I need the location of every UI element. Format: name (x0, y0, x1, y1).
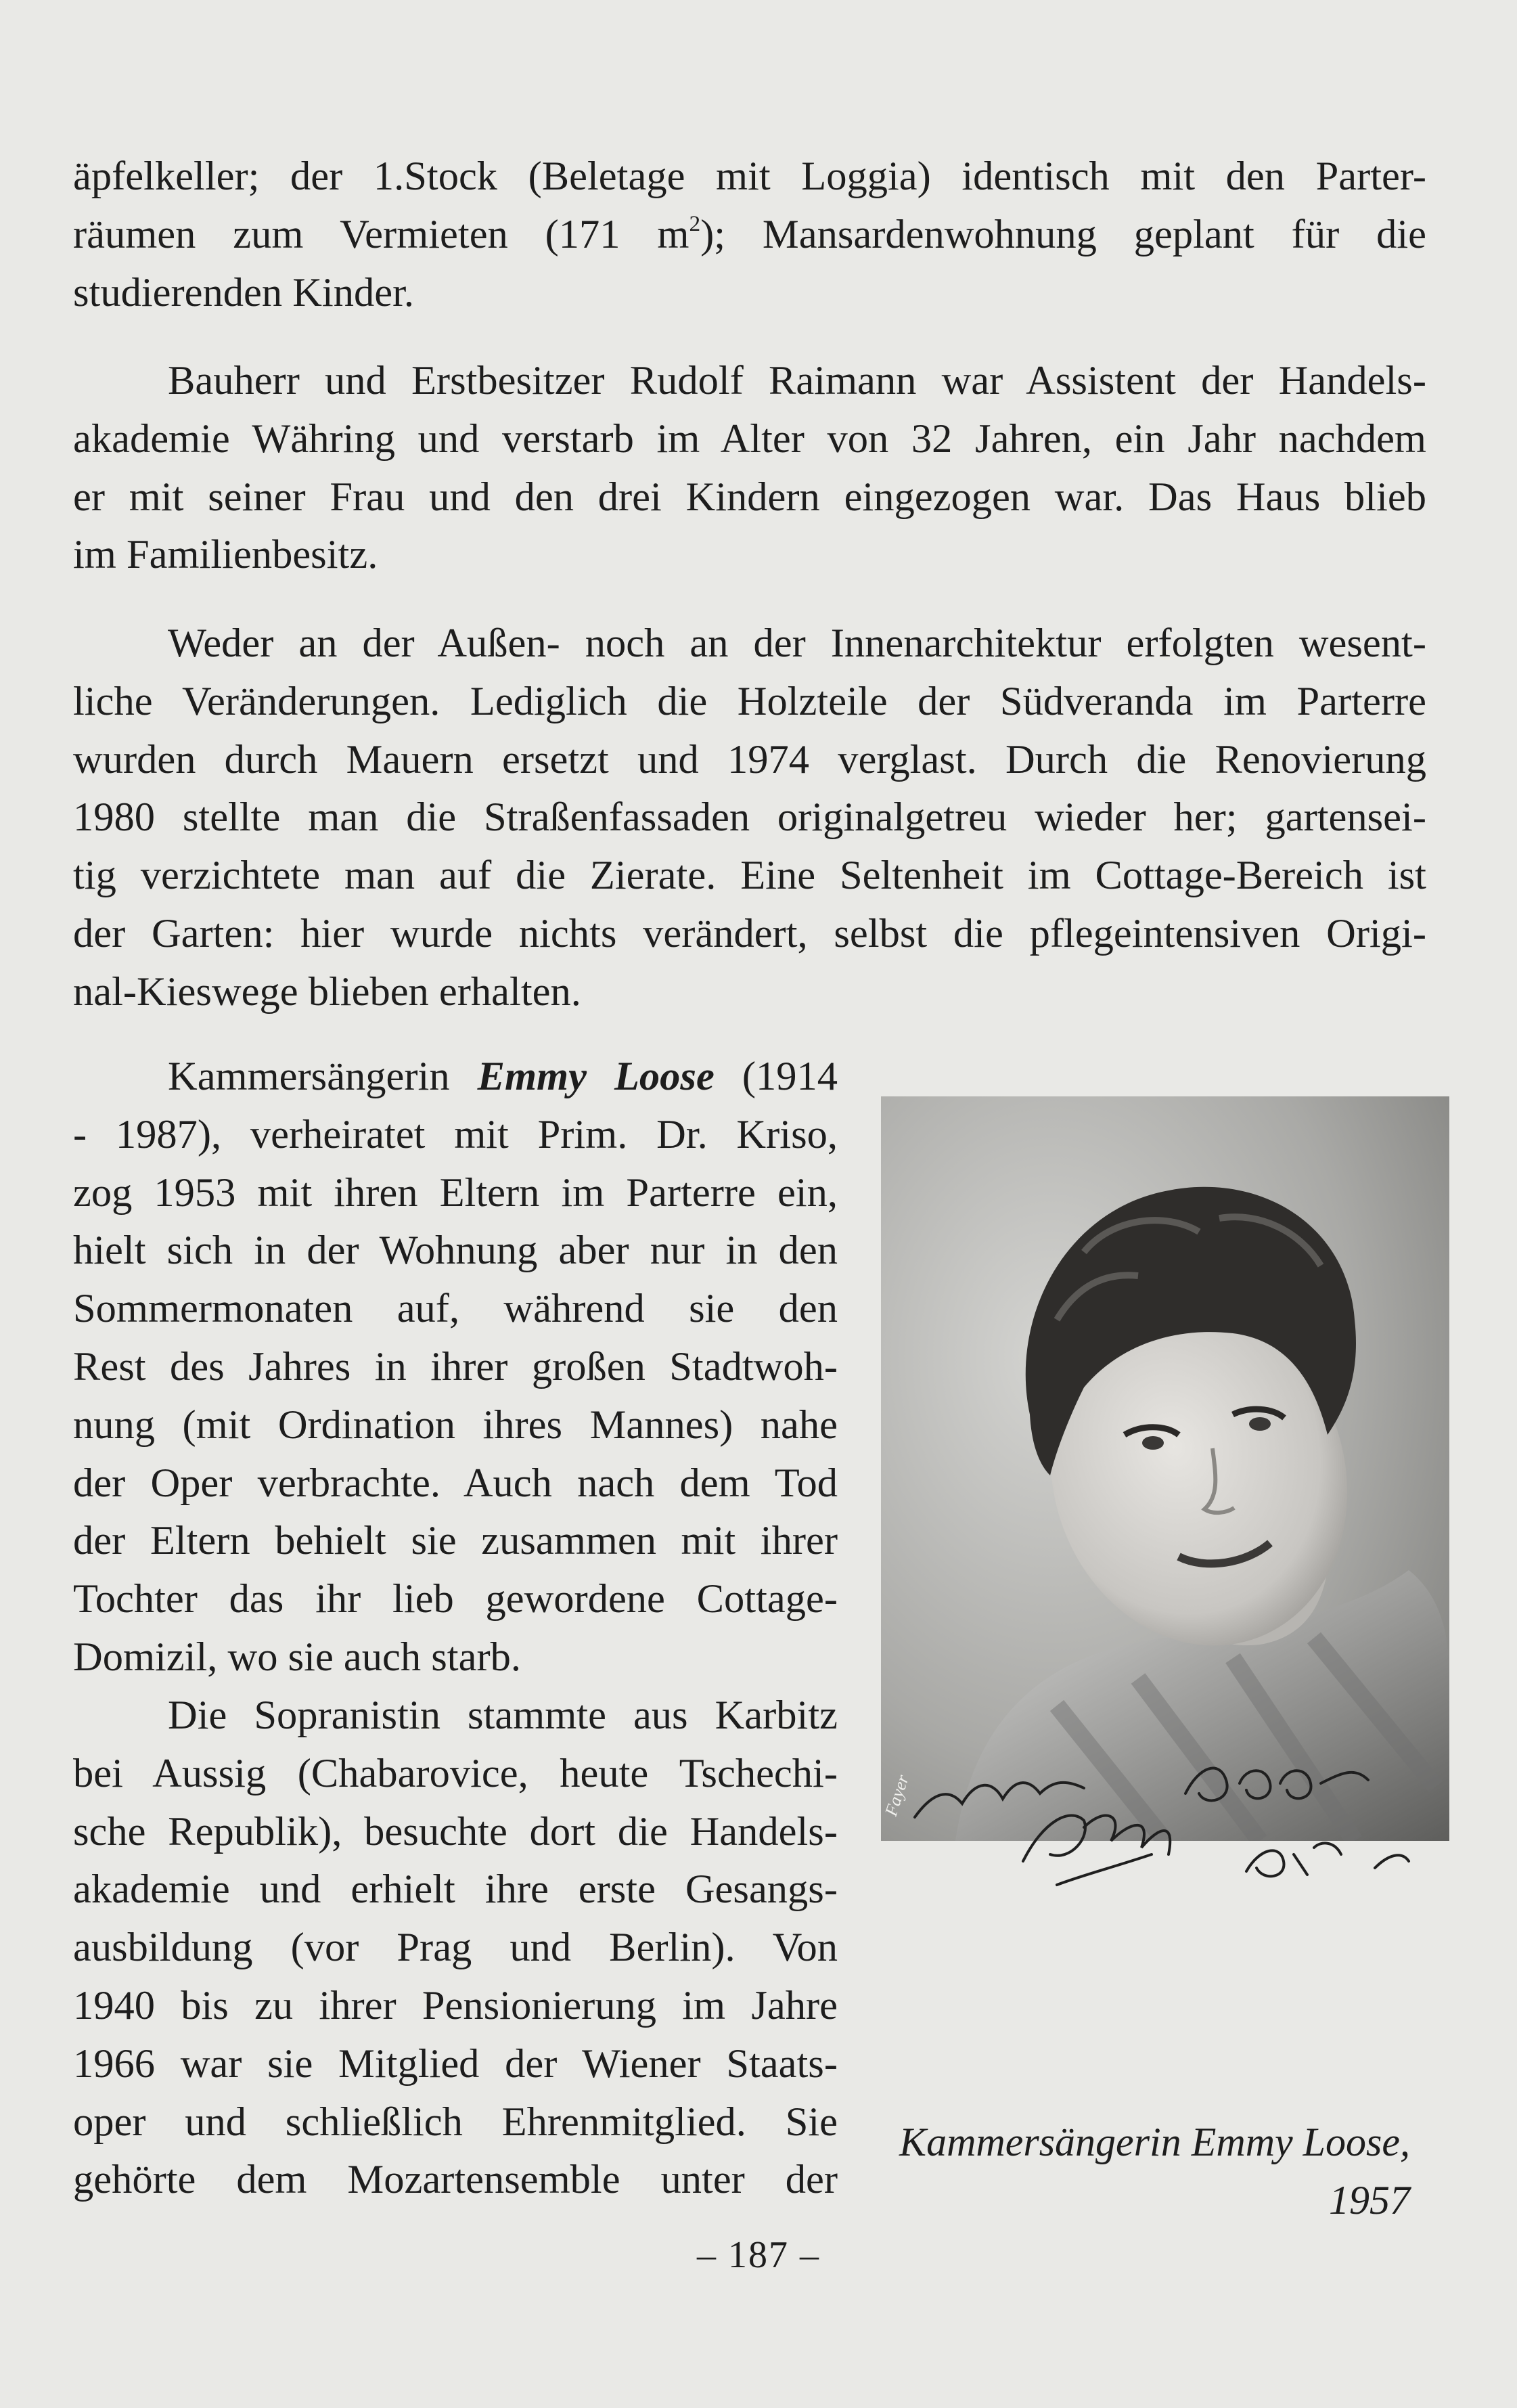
text-line: sche Republik), besuchte dort die Handels- (73, 1808, 838, 1854)
text-line: bei Aussig (Chabarovice, heute Tschechi- (73, 1750, 838, 1796)
text-line: tig verzichtete man auf die Zierate. Eine Seltenheit im Cottage-Bereich ist (73, 853, 1426, 899)
photographer-stamp: Fayer (881, 1772, 913, 1819)
text-line: wurden durch Mauern ersetzt und 1974 verglast. Durch die Renovierung (73, 736, 1426, 782)
text-line: der Garten: hier wurde nichts verändert, selbst die pflegeintensiven Origi- (73, 910, 1426, 956)
text-line: 1980 stellte man die Straßenfassaden originalgetreu wieder her; gartensei- (73, 795, 1426, 841)
superscript: 2 (689, 210, 701, 236)
text-line: 1966 war sie Mitglied der Wiener Staats- (73, 2041, 838, 2087)
figure-caption (854, 2113, 1410, 2229)
text-line: zog 1953 mit ihren Eltern im Parterre ein, (73, 1169, 838, 1216)
text-line: akademie und erhielt ihre erste Gesangs- (73, 1867, 838, 1913)
text-line: Die Sopranistin stammte aus Karbitz (168, 1693, 838, 1738)
text-line: 1940 bis zu ihrer Pensionierung im Jahre (73, 1982, 838, 2028)
text-line: Sommermonaten auf, während sie den (73, 1286, 838, 1332)
text-line: liche Veränderungen. Lediglich die Holzteile der Südveranda im Parterre (73, 678, 1426, 724)
text-line: der Eltern behielt sie zusammen mit ihrer (73, 1518, 838, 1564)
caption-year: 1957 (1329, 2178, 1410, 2223)
text-line: Kammersängerin Emmy Loose (1914 (168, 1054, 838, 1099)
person-name: Emmy Loose (477, 1054, 715, 1099)
text-line: nung (mit Ordination ihres Mannes) nahe (73, 1402, 838, 1448)
text-line: Bauherr und Erstbesitzer Rudolf Raimann war Assistent der Handels- (168, 358, 1426, 403)
text-line: oper und schließlich Ehrenmitglied. Sie (73, 2099, 838, 2145)
text-line: er mit seiner Frau und den drei Kindern eingezogen war. Das Haus blieb (73, 474, 1426, 520)
text-line: nal-Kieswege blieben erhalten. (73, 968, 581, 1015)
paragraph-3 (73, 615, 1426, 1021)
text-line: Domizil, wo sie auch starb. (73, 1634, 521, 1680)
text-line: akademie Währing und verstarb im Alter von 32 Jahren, ein Jahr nachdem (73, 416, 1426, 462)
caption-line: Kammersängerin Emmy Loose, (899, 2120, 1410, 2164)
text-line: Tochter das ihr lieb gewordene Cottage- (73, 1576, 838, 1622)
paragraph-1 (73, 148, 1426, 321)
paragraph-2 (73, 352, 1426, 584)
page-number: – 187 – (697, 2234, 820, 2276)
text-line: ausbildung (vor Prag und Berlin). Von (73, 1925, 838, 1971)
text-line: der Oper verbrachte. Auch nach dem Tod (73, 1460, 838, 1506)
text-line: Rest des Jahres in ihrer großen Stadtwoh- (73, 1343, 838, 1389)
paragraph-4 (73, 1048, 838, 1687)
autograph-signature (867, 1076, 1456, 1909)
paragraph-5 (73, 1687, 838, 2209)
text-line: gehörte dem Mozartensemble unter der (73, 2157, 838, 2203)
text-line: im Familienbesitz. (73, 532, 378, 578)
text-line: Weder an der Außen- noch an der Innenarchitektur erfolgten wesent- (168, 621, 1426, 666)
portrait-figure (867, 1076, 1456, 1909)
text-line: studierenden Kinder. (73, 269, 415, 315)
text-line: räumen zum Vermieten (171 $m^2$); Mansardenwohnung geplant für die (73, 210, 1426, 257)
text-line: - 1987), verheiratet mit Prim. Dr. Kriso, (73, 1111, 838, 1157)
text-line: hielt sich in der Wohnung aber nur in den (73, 1228, 838, 1274)
text-line: äpfelkeller; der 1.Stock (Beletage mit Loggia) identisch mit den Parter- (73, 154, 1426, 199)
